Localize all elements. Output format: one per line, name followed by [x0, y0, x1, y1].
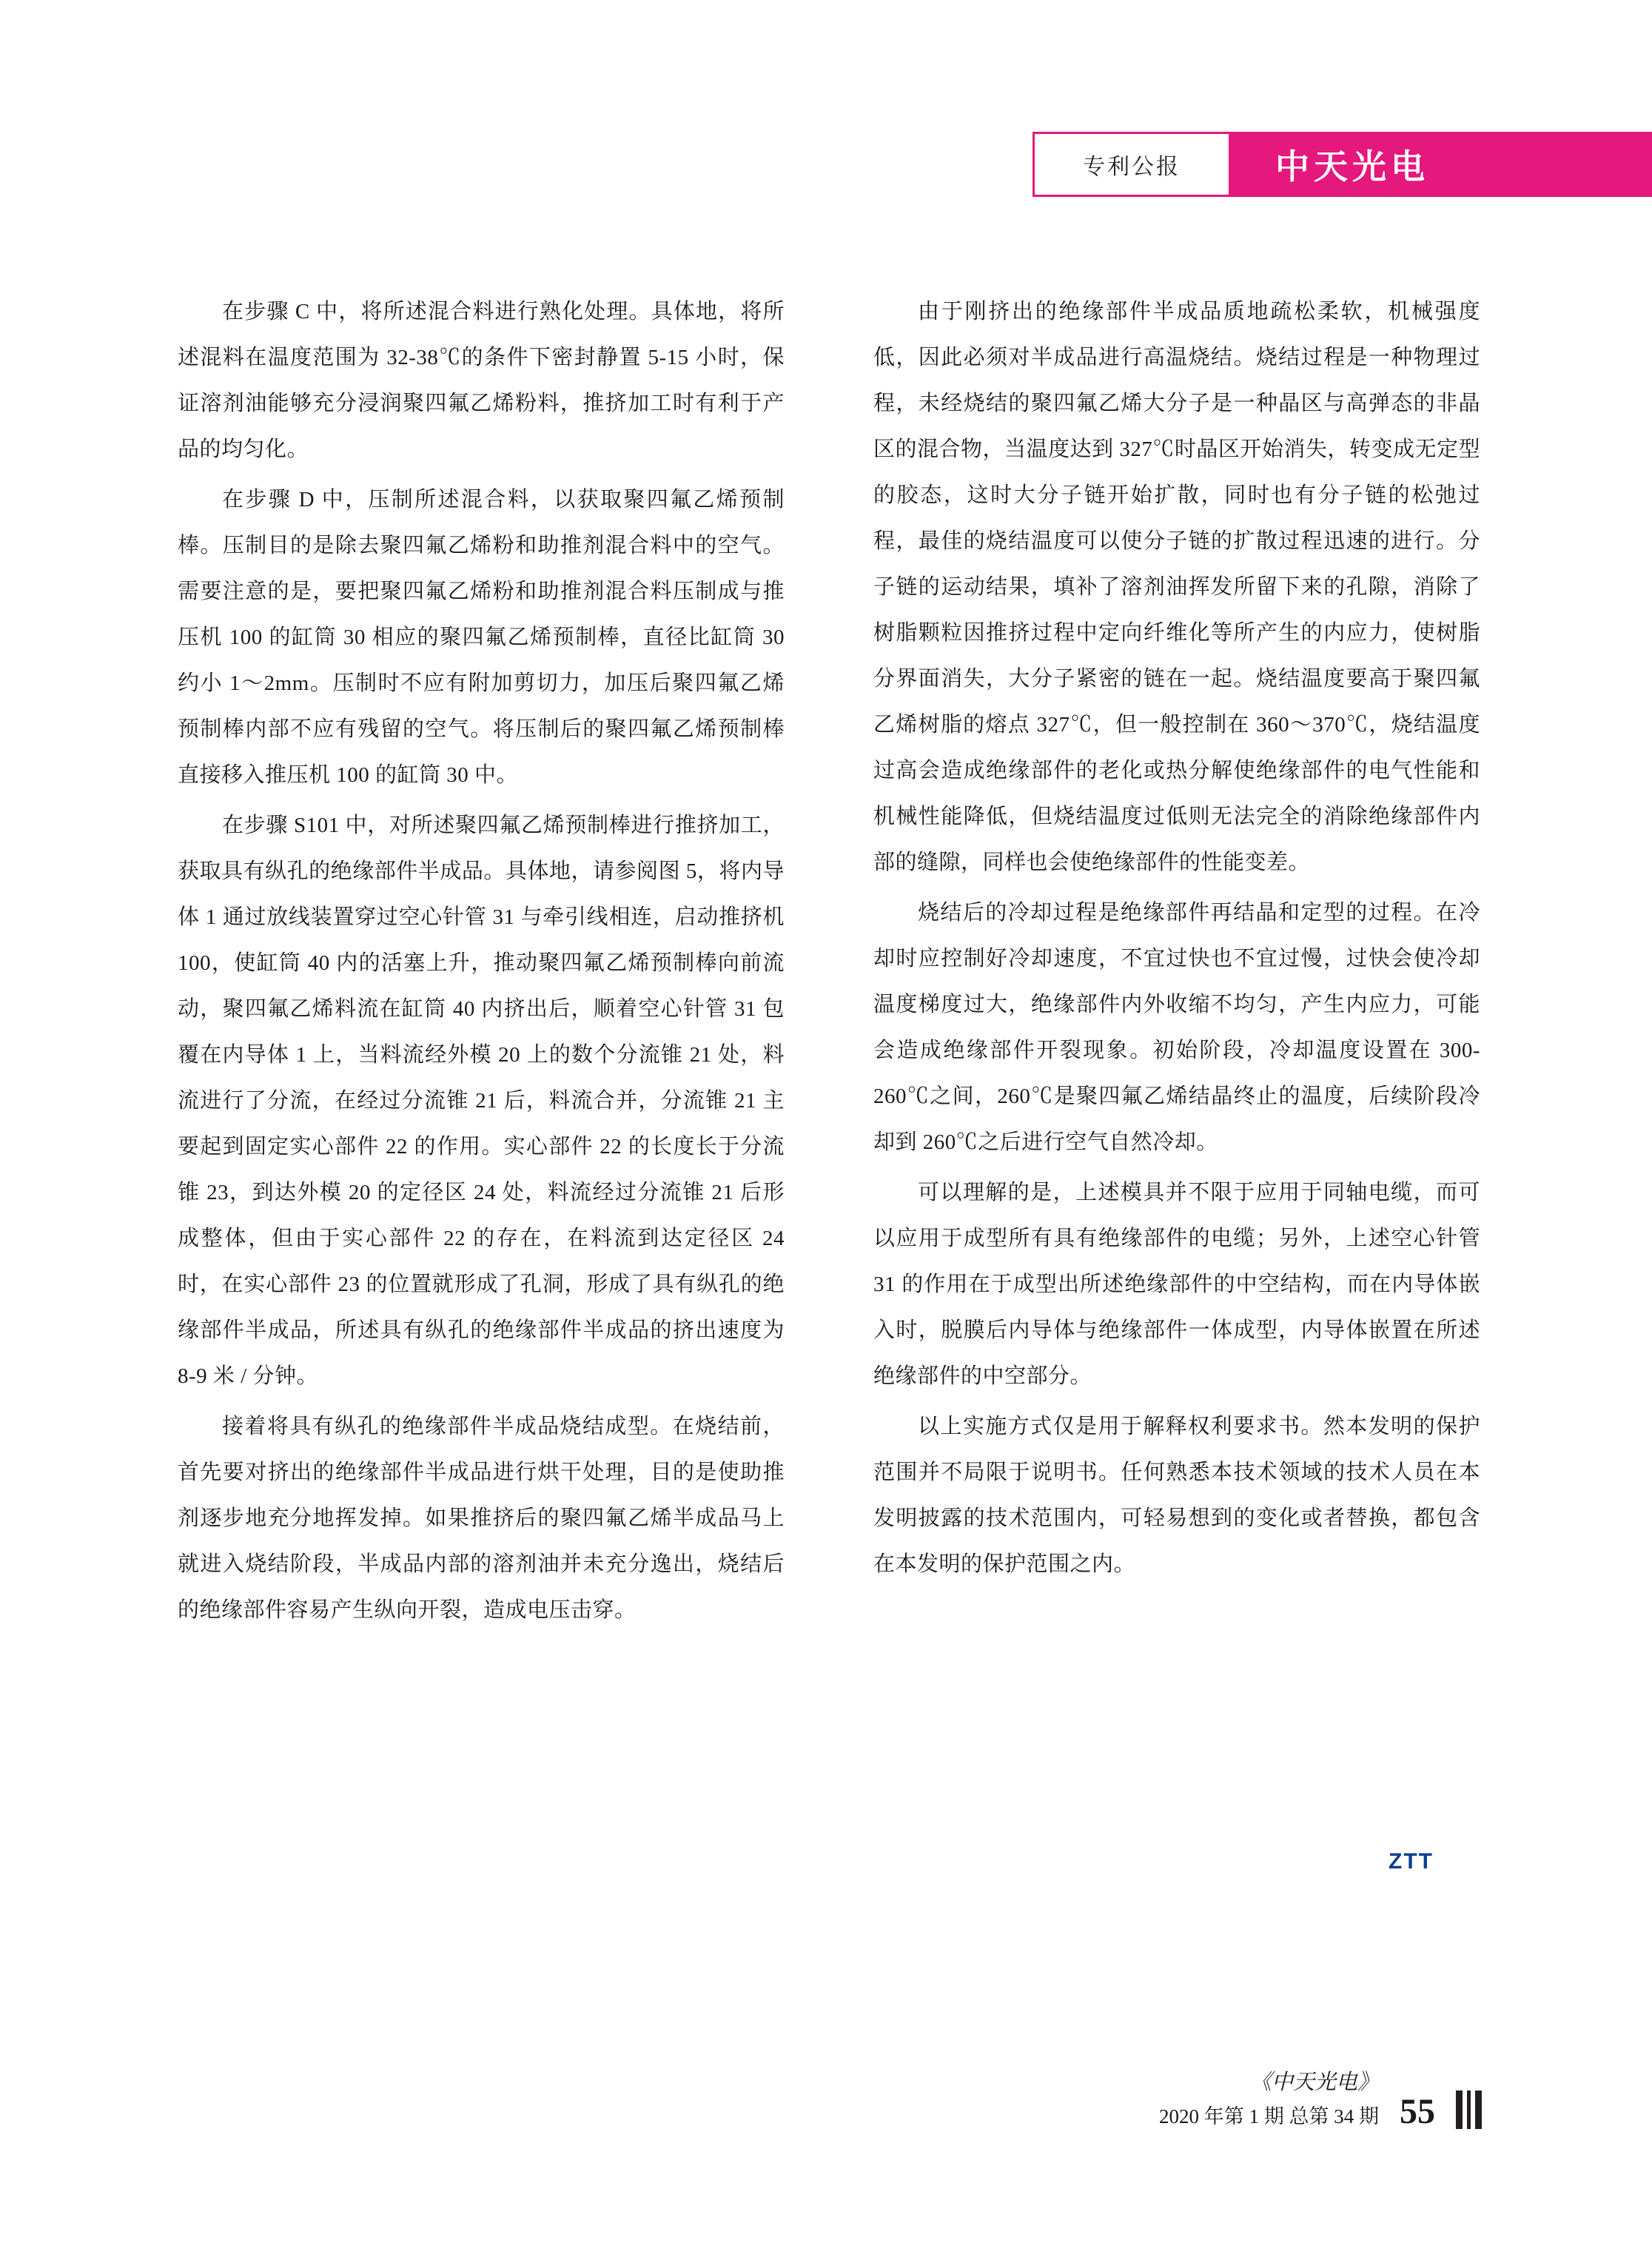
header-section-tag-label: 专利公报 [1083, 155, 1181, 179]
footer-decorative-bars [1456, 2091, 1482, 2133]
header-section-tag [1032, 132, 1231, 197]
header-brand [1231, 132, 1652, 197]
page-number: 55 [1400, 2092, 1435, 2131]
footer-journal-info [1159, 2065, 1379, 2133]
page-header [1032, 132, 1652, 197]
paragraph: 在步骤 C 中，将所述混合料进行熟化处理。具体地，将所述混料在温度范围为 32-38℃的条件下密封静置 5-15 小时，保证溶剂油能够充分浸润聚四氟乙烯粉料，推挤加工时有利于产品的均匀化。 [178, 300, 785, 461]
column-left [178, 289, 785, 1637]
paragraph: 以上实施方式仅是用于解释权利要求书。然本发明的保护范围并不局限于说明书。任何熟悉本技术领域的技术人员在本发明披露的技术范围内，可轻易想到的变化或者替换，都包含在本发明的保护范围之内。 [873, 1415, 1480, 1576]
paragraph: 接着将具有纵孔的绝缘部件半成品烧结成型。在烧结前，首先要对挤出的绝缘部件半成品进行烘干处理，目的是使助推剂逐步地充分地挥发掉。如果推挤后的聚四氟乙烯半成品马上就进入烧结阶段，半成品内部的溶剂油并未充分逸出，烧结后的绝缘部件容易产生纵向开裂，造成电压击穿。 [178, 1415, 785, 1622]
paragraph: 在步骤 S101 中，对所述聚四氟乙烯预制棒进行推挤加工，获取具有纵孔的绝缘部件半成品。具体地，请参阅图 5，将内导体 1 通过放线装置穿过空心针管 31 与牵引线相连，启动推挤机 100，使缸筒 40 内的活塞上升，推动聚四氟乙烯预制棒向前流动，聚四氟乙烯料流在缸筒 40 内挤出后，顺着空心针管 31 包覆在内导体 1 上，当料流经外模 20 上的数个分流锥 21 处，料流进行了分流，在经过分流锥 21 后，料流合并，分流锥 21 主要起到固定实心部件 22 的作用。实心部件 22 的长度长于分流锥 23，到达外模 20 的定径区 24 处，料流经过分流锥 21 后形成整体，但由于实心部件 22 的存在，在料流到达定径区 24 时，在实心部件 23 的位置就形成了孔洞，形成了具有纵孔的绝缘部件半成品，所述具有纵孔的绝缘部件半成品的挤出速度为 8-9 米 / 分钟。 [178, 814, 785, 1388]
footer-journal-title: 《中天光电》 [1249, 2071, 1379, 2094]
paragraph: 烧结后的冷却过程是绝缘部件再结晶和定型的过程。在冷却时应控制好冷却速度，不宜过快也不宜过慢，过快会使冷却温度梯度过大，绝缘部件内外收缩不均匀，产生内应力，可能会造成绝缘部件开裂现象。初始阶段，冷却温度设置在 300-260℃之间，260℃是聚四氟乙烯结晶终止的温度，后续阶段冷却到 260℃之后进行空气自然冷却。 [873, 901, 1480, 1154]
paragraph: 由于刚挤出的绝缘部件半成品质地疏松柔软，机械强度低，因此必须对半成品进行高温烧结。烧结过程是一种物理过程，未经烧结的聚四氟乙烯大分子是一种晶区与高弹态的非晶区的混合物，当温度达到 327℃时晶区开始消失，转变成无定型的胶态，这时大分子链开始扩散，同时也有分子链的松弛过程，最佳的烧结温度可以使分子链的扩散过程迅速的进行。分子链的运动结果，填补了溶剂油挥发所留下来的孔隙，消除了树脂颗粒因推挤过程中定向纤维化等所产生的内应力，使树脂分界面消失，大分子紧密的链在一起。烧结温度要高于聚四氟乙烯树脂的熔点 327℃，但一般控制在 360～370℃，烧结温度过高会造成绝缘部件的老化或热分解使绝缘部件的电气性能和机械性能降低，但烧结温度过低则无法完全的消除绝缘部件内部的缝隙，同样也会使绝缘部件的性能变差。 [873, 300, 1480, 874]
footer-bar [1456, 2091, 1463, 2129]
paragraph: 可以理解的是，上述模具并不限于应用于同轴电缆，而可以应用于成型所有具有绝缘部件的电缆；另外，上述空心针管 31 的作用在于成型出所述绝缘部件的中空结构，而在内导体嵌入时，脱膜后内导体与绝缘部件一体成型，内导体嵌置在所述绝缘部件的中空部分。 [873, 1181, 1480, 1388]
paragraph: 在步骤 D 中，压制所述混合料，以获取聚四氟乙烯预制棒。压制目的是除去聚四氟乙烯粉和助推剂混合料中的空气。需要注意的是，要把聚四氟乙烯粉和助推剂混合料压制成与推压机 100 的缸筒 30 相应的聚四氟乙烯预制棒，直径比缸筒 30 约小 1～2mm。压制时不应有附加剪切力，加压后聚四氟乙烯预制棒内部不应有残留的空气。将压制后的聚四氟乙烯预制棒直接移入推压机 100 的缸筒 30 中。 [178, 488, 785, 787]
ztt-logo: ZTT [1389, 1849, 1434, 1874]
header-brand-label: 中天光电 [1275, 148, 1429, 186]
footer-bar [1475, 2091, 1482, 2129]
footer-issue: 2020 年第 1 期 总第 34 期 [1159, 2105, 1379, 2128]
page-footer [1159, 2065, 1482, 2133]
footer-bar [1467, 2091, 1471, 2129]
column-right [873, 289, 1480, 1637]
article-body [178, 289, 1480, 1637]
